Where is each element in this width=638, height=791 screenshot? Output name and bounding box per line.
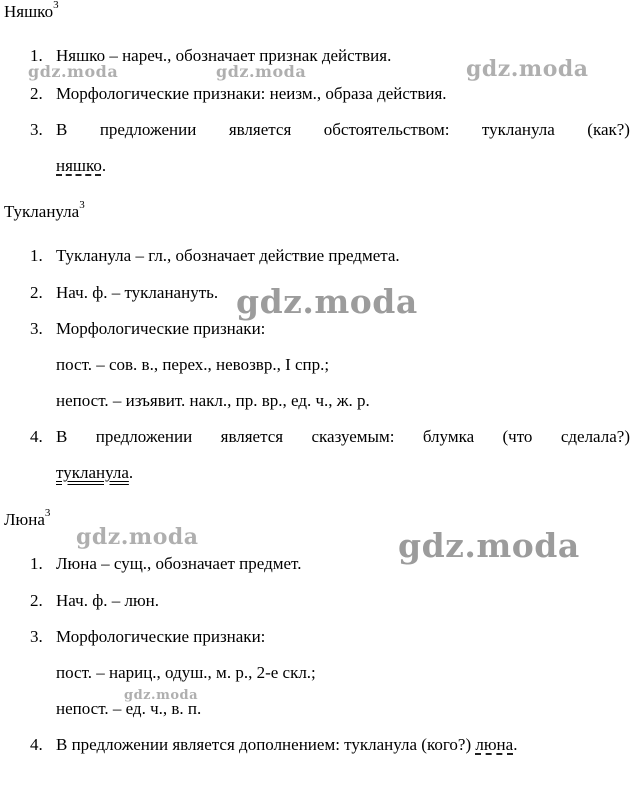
section-heading: Люна$^3$	[4, 507, 51, 529]
list-item: В предложении является дополнением: тукланула (кого?) люна.	[56, 735, 518, 754]
watermark: gdz.moda	[28, 62, 119, 81]
list-item-line: В предложении является обстоятельством: тукланула (как?)	[56, 120, 630, 139]
list-item: Нач. ф. – люн.	[56, 591, 159, 610]
list-item: Тукланула – гл., обозначает действие предмета.	[56, 246, 400, 265]
underlined-word: тукланула	[56, 463, 129, 482]
list-number: 4.	[30, 735, 43, 754]
list-number: 3.	[30, 627, 43, 646]
list-item-line: В предложении является сказуемым: блумка (что сделала?)	[56, 427, 630, 446]
list-item: Морфологические признаки: неизм., образа действия.	[56, 84, 447, 103]
section-heading: Няшко$^3$	[4, 0, 59, 21]
list-number: 2.	[30, 283, 43, 302]
list-item: Нач. ф. – тукланануть.	[56, 283, 219, 302]
watermark: gdz.moda	[398, 526, 580, 565]
list-number: 3.	[30, 120, 43, 139]
list-item: Морфологические признаки:	[56, 319, 266, 338]
section-heading: Тукланула$^3$	[4, 199, 85, 221]
list-number: 2.	[30, 84, 43, 103]
list-subitem: непост. – изъявит. накл., пр. вр., ед. ч., ж. р.	[56, 391, 370, 410]
list-number: 2.	[30, 591, 43, 610]
list-item: Морфологические признаки:	[56, 627, 266, 646]
list-number: 1.	[30, 46, 43, 65]
list-subitem: непост. – ед. ч., в. п.	[56, 699, 202, 718]
list-item: Няшко – нареч., обозначает признак действия.	[56, 46, 392, 65]
list-item: Люна – сущ., обозначает предмет.	[56, 554, 302, 573]
watermark: gdz.moda	[466, 56, 589, 82]
list-number: 3.	[30, 319, 43, 338]
watermark: gdz.moda	[76, 524, 199, 550]
underlined-word: люна	[475, 735, 514, 754]
list-number: 4.	[30, 427, 43, 446]
underlined-word: няшко	[56, 156, 102, 175]
watermark: gdz.moda	[236, 282, 418, 321]
watermark: gdz.moda	[124, 688, 199, 703]
watermark: gdz.moda	[216, 62, 307, 81]
list-number: 1.	[30, 246, 43, 265]
list-item-line: няшко.	[56, 156, 107, 175]
list-subitem: пост. – сов. в., перех., невозвр., I спр.;	[56, 355, 330, 374]
list-subitem: пост. – нариц., одуш., м. р., 2-е скл.;	[56, 663, 316, 682]
list-number: 1.	[30, 554, 43, 573]
list-item-line: тукланула.	[56, 463, 134, 482]
